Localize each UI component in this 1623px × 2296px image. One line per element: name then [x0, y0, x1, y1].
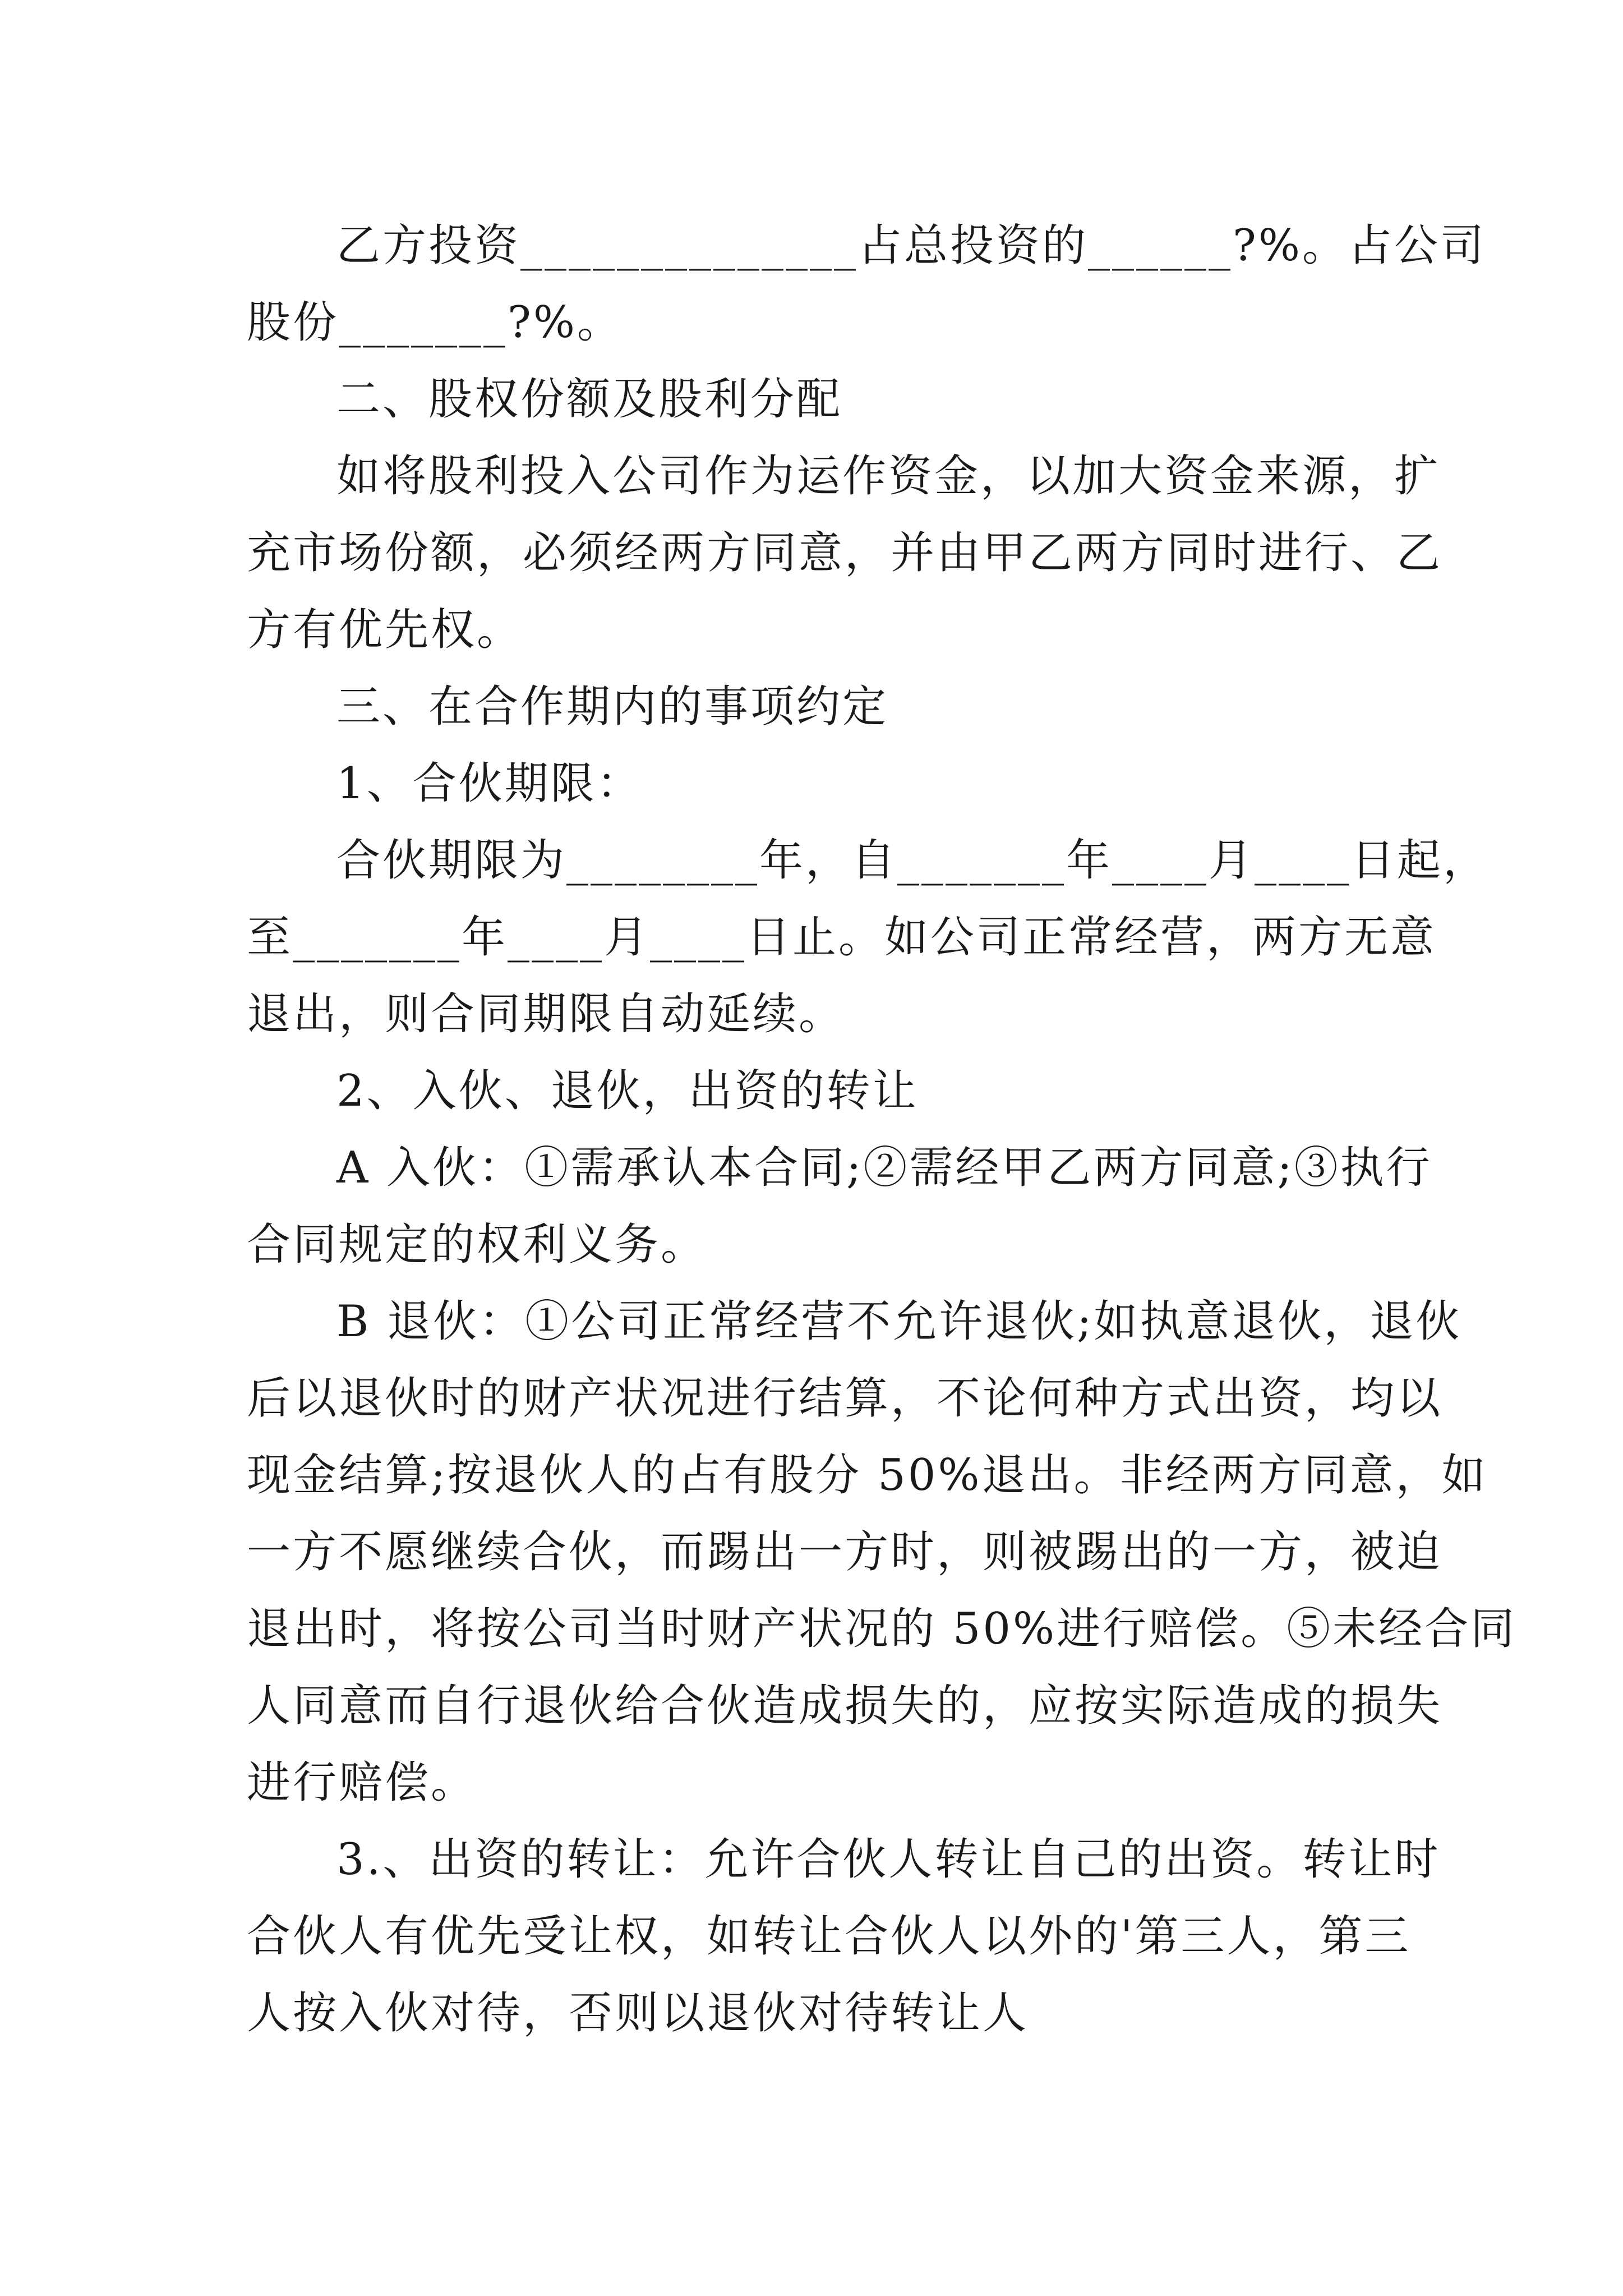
- text-line: 合同规定的权利义务。: [247, 1220, 707, 1270]
- text-line: 充市场份额，必须经两方同意，并由甲乙两方同时进行、乙: [247, 528, 1443, 578]
- text-line: 合伙人有优先受让权，如转让合伙人以外的'第三人，第三: [247, 1911, 1411, 1962]
- text-line: 方有优先权。: [247, 605, 523, 655]
- paragraph-term-dates: [247, 822, 1490, 1053]
- paragraph-exit: [247, 1283, 1517, 1821]
- text-line: 2、入伙、退伙，出资的转让: [336, 1066, 919, 1116]
- text-line: 1、合伙期限：: [336, 758, 643, 809]
- text-line: 退出，则合同期限自动延续。: [247, 989, 845, 1039]
- paragraph-join: [247, 1130, 1432, 1283]
- subheading-join-exit: [247, 1053, 1396, 1130]
- text-line: 人按入伙对待，否则以退伙对待转让人: [247, 1988, 1029, 2039]
- text-line: 如将股利投入公司作为运作资金，以加大资金来源，扩: [336, 451, 1441, 501]
- text-line: 3.、出资的转让：允许合伙人转让自己的出资。转让时: [336, 1834, 1441, 1885]
- paragraph-dividend: [247, 438, 1443, 669]
- text-line: 退出时，将按公司当时财产状况的 50%进行赔偿。⑤未经合同: [247, 1604, 1517, 1654]
- text-line: 现金结算;按退伙人的占有股分 50%退出。非经两方同意，如: [247, 1450, 1488, 1501]
- text-line: 进行赔偿。: [247, 1757, 477, 1808]
- text-line: 合伙期限为________年，自_______年____月____日起，: [336, 835, 1490, 886]
- text-line: 乙方投资______________占总投资的______?%。占公司: [336, 220, 1486, 271]
- document-body: [247, 208, 1517, 2052]
- paragraph-investment-share: [247, 208, 1486, 361]
- paragraph-transfer: [247, 1821, 1441, 2052]
- section-heading-cooperation: [247, 669, 1396, 746]
- text-line: 至_______年____月____日止。如公司正常经营，两方无意: [247, 912, 1437, 963]
- text-line: 一方不愿继续合伙，而踢出一方时，则被踢出的一方，被迫: [247, 1527, 1443, 1577]
- text-line: A 入伙：①需承认本合同;②需经甲乙两方同意;③执行: [336, 1143, 1432, 1193]
- subheading-partnership-term: [247, 746, 1396, 822]
- text-line: 二、股权份额及股利分配: [336, 374, 843, 425]
- text-line: 三、在合作期内的事项约定: [336, 682, 889, 732]
- text-line: B 退伙：①公司正常经营不允许退伙;如执意退伙，退伙: [336, 1296, 1462, 1347]
- text-line: 股份_______?%。: [247, 297, 623, 348]
- section-heading-equity: [247, 361, 1396, 438]
- text-line: 人同意而自行退伙给合伙造成损失的，应按实际造成的损失: [247, 1681, 1443, 1731]
- text-line: 后以退伙时的财产状况进行结算，不论何种方式出资，均以: [247, 1373, 1443, 1424]
